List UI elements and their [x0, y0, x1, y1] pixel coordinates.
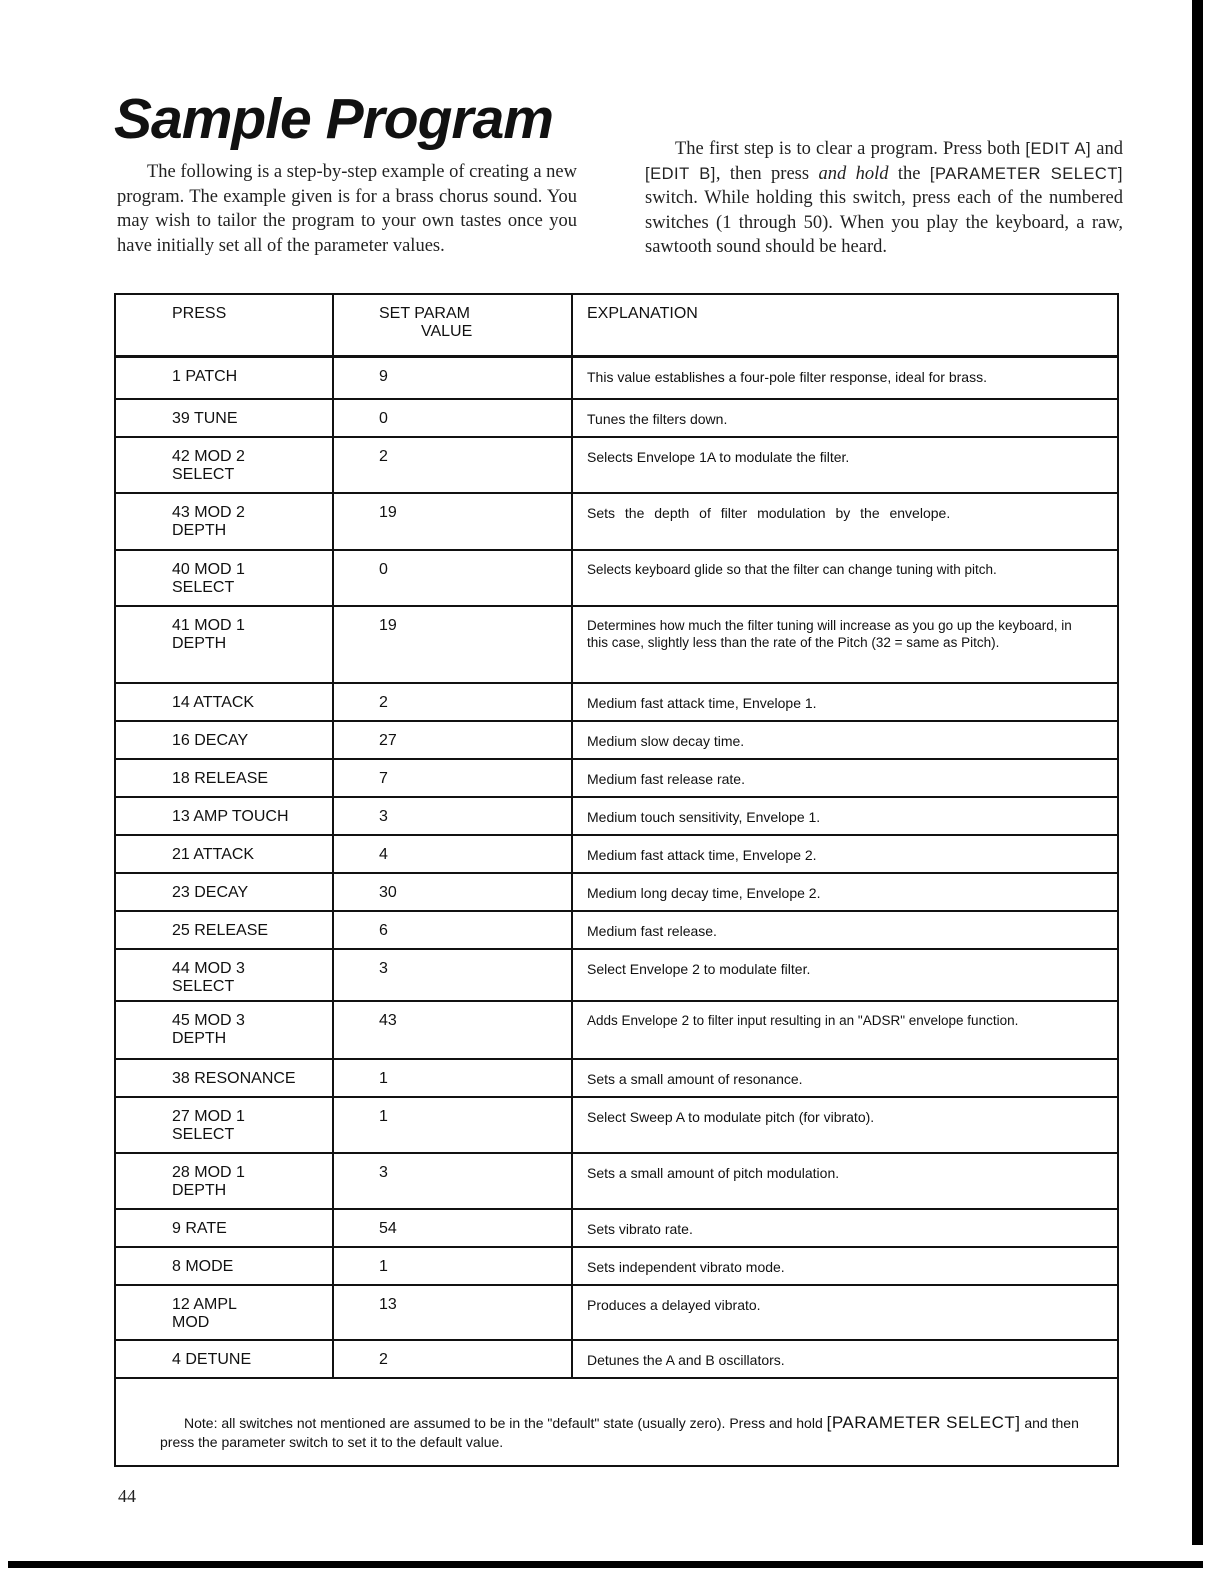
- explanation-cell: Sets independent vibrato mode.: [572, 1247, 1118, 1285]
- table-row: [115, 1340, 1118, 1378]
- press-line-1: 8 MODE: [172, 1257, 234, 1275]
- table-row: [115, 357, 1118, 399]
- table-row: [115, 873, 1118, 911]
- explanation-cell: Sets a small amount of pitch modulation.: [572, 1153, 1118, 1209]
- press-cell: [115, 949, 333, 1001]
- table-row: [115, 399, 1118, 437]
- value-cell: 19: [333, 606, 572, 683]
- press-cell: [115, 835, 333, 873]
- parameter-select-key: [PARAMETER SELECT]: [929, 164, 1124, 183]
- press-cell: [115, 873, 333, 911]
- value-cell: 3: [333, 797, 572, 835]
- table-row: [115, 1153, 1118, 1209]
- table-row: [115, 1285, 1118, 1340]
- table-row: [115, 550, 1118, 606]
- press-line-2: DEPTH: [172, 1181, 227, 1199]
- press-cell: [115, 1209, 333, 1247]
- press-line-1: 38 RESONANCE: [172, 1069, 296, 1087]
- intro-right-text-2: and: [1091, 139, 1123, 159]
- press-line-2: DEPTH: [172, 521, 227, 539]
- explanation-cell: Sets vibrato rate.: [572, 1209, 1118, 1247]
- press-line-1: 16 DECAY: [172, 731, 249, 749]
- press-line-1: 28 MOD 1: [172, 1163, 245, 1181]
- press-line-1: 42 MOD 2: [172, 447, 245, 465]
- explanation-cell: Medium fast attack time, Envelope 1.: [572, 683, 1118, 721]
- press-line-1: 23 DECAY: [172, 883, 249, 901]
- explanation-cell: Sets a small amount of resonance.: [572, 1059, 1118, 1097]
- value-cell: 0: [333, 550, 572, 606]
- press-line-1: 25 RELEASE: [172, 921, 269, 939]
- value-cell: 43: [333, 1001, 572, 1059]
- table-row: [115, 1001, 1118, 1059]
- explanation-cell: Determines how much the filter tuning will increase as you go up the keyboard, in this case, slightly less than the rate of the Pitch (32 = same as Pitch).: [572, 606, 1118, 683]
- press-cell: [115, 1247, 333, 1285]
- press-line-1: 12 AMPL: [172, 1295, 237, 1313]
- press-line-2: SELECT: [172, 578, 235, 596]
- press-line-1: 14 ATTACK: [172, 693, 255, 711]
- table-row: [115, 759, 1118, 797]
- header-set-param-value: [333, 294, 572, 357]
- press-line-1: 44 MOD 3: [172, 959, 245, 977]
- value-cell: 1: [333, 1059, 572, 1097]
- press-line-2: SELECT: [172, 1125, 235, 1143]
- table-row: [115, 1059, 1118, 1097]
- press-cell: [115, 1340, 333, 1378]
- table-row: [115, 949, 1118, 1001]
- value-cell: 4: [333, 835, 572, 873]
- page-number: 44: [118, 1486, 136, 1506]
- value-cell: 1: [333, 1247, 572, 1285]
- table-row: [115, 606, 1118, 683]
- press-cell: [115, 1059, 333, 1097]
- press-line-1: 4 DETUNE: [172, 1350, 252, 1368]
- explanation-cell: Tunes the filters down.: [572, 399, 1118, 437]
- header-value: VALUE: [421, 323, 473, 340]
- explanation-cell: Medium long decay time, Envelope 2.: [572, 873, 1118, 911]
- press-line-1: 21 ATTACK: [172, 845, 255, 863]
- page-bottom-bar: [8, 1561, 1203, 1568]
- table-row: [115, 683, 1118, 721]
- press-line-2: MOD: [172, 1313, 210, 1331]
- explanation-cell: Medium slow decay time.: [572, 721, 1118, 759]
- press-line-1: 1 PATCH: [172, 368, 238, 385]
- table-row: [115, 721, 1118, 759]
- intro-paragraph-right: [645, 137, 1123, 260]
- table-row: [115, 797, 1118, 835]
- intro-paragraph-left: The following is a step-by-step example of creating a new program. The example given is for a brass chorus sound. You may wish to tailor the program to your own tastes once you have initially set all of the parameter values.: [117, 162, 577, 256]
- intro-right-text-5: switch. While holding this switch, press each of the numbered switches (1 through 50). When you play the keyboard, a raw, sawtooth sound should be heard.: [645, 188, 1123, 257]
- explanation-cell: Selects keyboard glide so that the filter can change tuning with pitch.: [572, 550, 1118, 606]
- press-line-1: 27 MOD 1: [172, 1107, 245, 1125]
- table-row: [115, 1209, 1118, 1247]
- table-row: [115, 493, 1118, 550]
- table-header-row: [115, 294, 1118, 357]
- intro-right-text-4: the: [888, 163, 930, 184]
- value-cell: 6: [333, 911, 572, 949]
- explanation-cell: Produces a delayed vibrato.: [572, 1285, 1118, 1340]
- table-row: [115, 911, 1118, 949]
- value-cell: 0: [333, 399, 572, 437]
- table-row: [115, 437, 1118, 493]
- press-line-1: 43 MOD 2: [172, 503, 245, 521]
- press-cell: [115, 1285, 333, 1340]
- explanation-cell: Medium touch sensitivity, Envelope 1.: [572, 797, 1118, 835]
- explanation-cell: Medium fast attack time, Envelope 2.: [572, 835, 1118, 873]
- header-press: PRESS: [115, 294, 333, 357]
- press-cell: [115, 1097, 333, 1153]
- note-text-1: Note: all switches not mentioned are assumed to be in the "default" state (usually zero). Press and hold: [184, 1414, 827, 1431]
- explanation-cell: Select Sweep A to modulate pitch (for vibrato).: [572, 1097, 1118, 1153]
- parameter-table: [114, 293, 1119, 1467]
- press-cell: [115, 911, 333, 949]
- explanation-cell: Sets the depth of filter modulation by the envelope.: [572, 493, 1118, 550]
- value-cell: 3: [333, 1153, 572, 1209]
- press-line-2: DEPTH: [172, 634, 227, 652]
- press-cell: [115, 550, 333, 606]
- explanation-cell: Select Envelope 2 to modulate filter.: [572, 949, 1118, 1001]
- press-line-1: 40 MOD 1: [172, 560, 245, 578]
- explanation-cell: This value establishes a four-pole filter response, ideal for brass.: [572, 357, 1118, 399]
- press-cell: [115, 683, 333, 721]
- press-cell: [115, 721, 333, 759]
- press-line-1: 9 RATE: [172, 1219, 227, 1237]
- edit-a-key: [EDIT A]: [1025, 140, 1092, 158]
- press-cell: [115, 399, 333, 437]
- value-cell: 7: [333, 759, 572, 797]
- header-set-param: SET PARAM: [379, 305, 470, 322]
- page-title: Sample Program: [114, 87, 553, 151]
- press-line-1: 39 TUNE: [172, 409, 238, 427]
- explanation-cell: Adds Envelope 2 to filter input resulting in an "ADSR" envelope function.: [572, 1001, 1118, 1059]
- table-row: [115, 835, 1118, 873]
- press-cell: [115, 606, 333, 683]
- press-cell: [115, 759, 333, 797]
- note-text-2: and then press the parameter switch to set it to the default value.: [160, 1414, 1079, 1450]
- note-parameter-select-key: [PARAMETER SELECT]: [826, 1412, 1021, 1432]
- header-explanation: EXPLANATION: [572, 294, 1118, 357]
- press-cell: [115, 437, 333, 493]
- edit-b-key: [EDIT B]: [645, 164, 716, 183]
- press-line-2: SELECT: [172, 977, 235, 995]
- note-cell: [115, 1378, 1118, 1466]
- value-cell: 9: [333, 357, 572, 399]
- value-cell: 54: [333, 1209, 572, 1247]
- value-cell: 2: [333, 1340, 572, 1378]
- explanation-cell: Medium fast release rate.: [572, 759, 1118, 797]
- press-line-1: 18 RELEASE: [172, 769, 269, 787]
- press-line-2: SELECT: [172, 465, 235, 483]
- value-cell: 19: [333, 493, 572, 550]
- value-cell: 2: [333, 437, 572, 493]
- press-cell: [115, 797, 333, 835]
- explanation-cell: Medium fast release.: [572, 911, 1118, 949]
- note-text: [160, 1413, 1100, 1452]
- intro-right-text-3: , then press: [715, 163, 819, 184]
- value-cell: 13: [333, 1285, 572, 1340]
- explanation-cell: Detunes the A and B oscillators.: [572, 1340, 1118, 1378]
- press-line-1: 13 AMP TOUCH: [172, 807, 289, 825]
- value-cell: 3: [333, 949, 572, 1001]
- press-line-2: DEPTH: [172, 1029, 227, 1047]
- press-cell: [115, 357, 333, 399]
- note-row: [115, 1378, 1118, 1466]
- press-cell: [115, 1153, 333, 1209]
- press-line-1: 45 MOD 3: [172, 1011, 245, 1029]
- press-line-1: 41 MOD 1: [172, 616, 245, 634]
- value-cell: 27: [333, 721, 572, 759]
- value-cell: 30: [333, 873, 572, 911]
- table-row: [115, 1247, 1118, 1285]
- page-edge-bar: [1192, 0, 1203, 1545]
- press-cell: [115, 493, 333, 550]
- press-cell: [115, 1001, 333, 1059]
- table-row: [115, 1097, 1118, 1153]
- and-hold-emphasis: and hold: [818, 163, 889, 184]
- explanation-cell: Selects Envelope 1A to modulate the filter.: [572, 437, 1118, 493]
- value-cell: 1: [333, 1097, 572, 1153]
- intro-right-text-1: The first step is to clear a program. Press both: [675, 139, 1026, 159]
- value-cell: 2: [333, 683, 572, 721]
